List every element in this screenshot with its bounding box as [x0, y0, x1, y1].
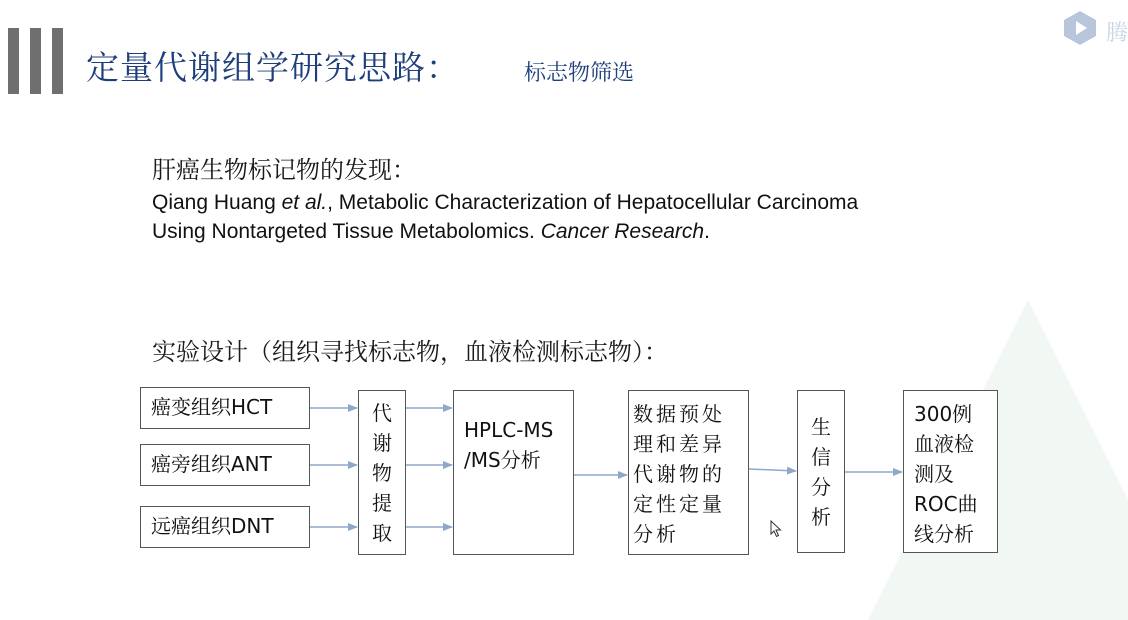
box-line: 数据预处: [633, 402, 725, 426]
play-logo-icon: [1060, 8, 1100, 48]
title-bar: [8, 28, 19, 94]
blood-roc-analysis-box: [903, 390, 998, 553]
hplc-ms-analysis-box: [453, 390, 574, 555]
box-line: 血液检: [914, 432, 974, 456]
reference-line-1: [152, 191, 858, 215]
box-line: HPLC-MS: [464, 418, 554, 442]
ref-text: Qiang Huang: [152, 191, 282, 214]
box-char: 信: [811, 444, 831, 469]
box-line: 300例: [914, 402, 973, 426]
box-line: 线分析: [914, 522, 974, 546]
box-char: 谢: [372, 430, 392, 455]
box-char: 物: [372, 460, 392, 485]
data-preprocessing-box: [628, 390, 749, 555]
box-line: 理和差异: [633, 432, 725, 456]
box-line: 代谢物的: [633, 462, 725, 486]
tissue-box-ant: 癌旁组织ANT: [140, 444, 310, 486]
box-line: /MS分析: [464, 448, 541, 472]
box-char: 析: [811, 504, 831, 529]
arrow-icon: [749, 469, 796, 471]
logo-text: 腾: [1106, 21, 1128, 46]
box-char: 取: [372, 520, 392, 545]
mouse-pointer-icon: [770, 520, 782, 538]
box-char: 分: [811, 474, 831, 499]
ref-italic: et al.: [281, 191, 328, 214]
bioinformatics-analysis-box: [797, 390, 845, 553]
reference-line-2: [152, 220, 710, 244]
box-char: 生: [811, 414, 831, 439]
box-line: 定性定量: [633, 492, 725, 516]
title-bar: [52, 28, 63, 94]
section-heading-discovery: 肝癌生物标记物的发现：: [152, 156, 416, 184]
app-logo: [1060, 8, 1128, 48]
slide-title: 定量代谢组学研究思路：: [86, 48, 460, 87]
ref-text: , Metabolic Characterization of Hepatocellular Carcinoma: [327, 191, 859, 214]
box-char: 提: [372, 490, 392, 515]
box-line: ROC曲: [914, 492, 978, 516]
metabolite-extraction-box: [358, 390, 406, 555]
slide-subtitle: 标志物筛选: [524, 61, 635, 86]
box-char: 代: [372, 400, 392, 425]
box-line: 分析: [633, 522, 679, 546]
journal-name: Cancer Research: [540, 220, 705, 243]
ref-text: .: [704, 220, 710, 243]
tissue-box-dnt: 远癌组织DNT: [140, 506, 310, 548]
title-bar: [30, 28, 41, 94]
title-bars-decoration: [8, 28, 68, 94]
box-line: 测及: [914, 462, 954, 486]
section-heading-design: 实验设计（组织寻找标志物，血液检测标志物）：: [152, 338, 668, 366]
tissue-box-hct: 癌变组织HCT: [140, 387, 310, 429]
ref-text: Using Nontargeted Tissue Metabolomics.: [152, 220, 541, 243]
